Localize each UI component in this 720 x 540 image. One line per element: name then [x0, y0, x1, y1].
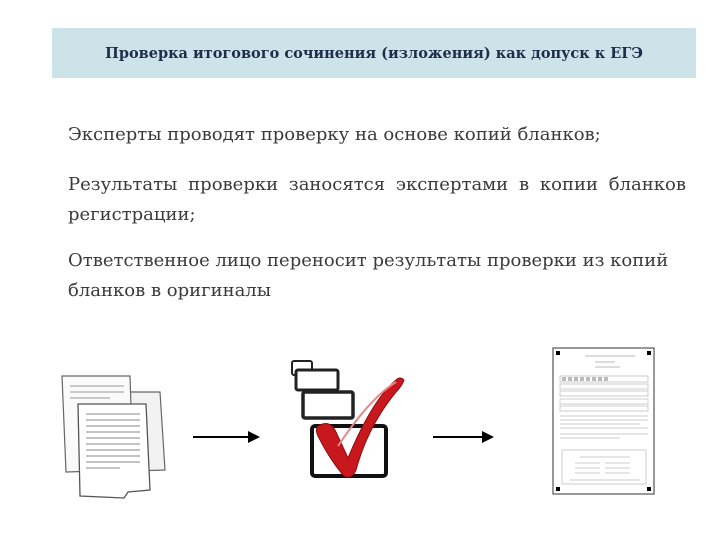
arrow-right-icon [433, 431, 494, 443]
registration-form-icon [553, 348, 654, 494]
checklist-checkmark-icon [292, 361, 404, 477]
slide-header [52, 28, 696, 78]
process-illustration [0, 330, 720, 530]
paper-stack-icon [62, 376, 165, 498]
slide-title: Проверка итогового сочинения (изложения) как допуск к ЕГЭ [105, 44, 643, 62]
paragraph-experts-check: Эксперты проводят проверку на основе копий бланков; [68, 124, 601, 145]
arrow-right-icon [193, 431, 260, 443]
paragraph-transfer-originals: Ответственное лицо переносит результаты проверки из копий бланков в оригиналы [68, 250, 669, 301]
paragraph-results-entered: Результаты проверки заносятся экспертами в копии бланков регистрации; [68, 174, 686, 225]
